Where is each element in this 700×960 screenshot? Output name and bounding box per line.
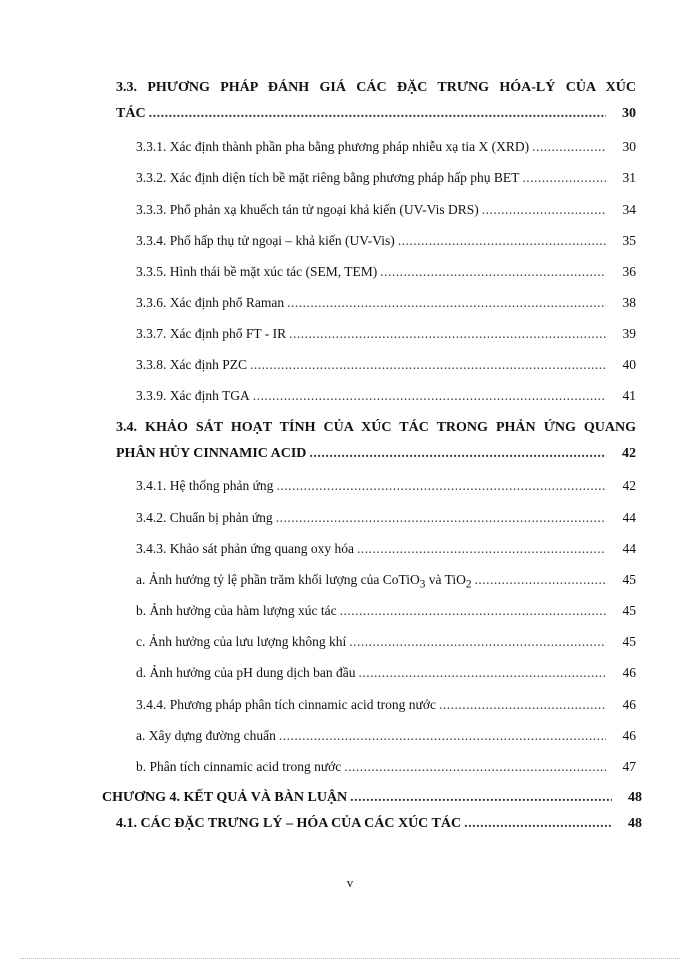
toc-leader-dots bbox=[380, 261, 606, 283]
subscript: 2 bbox=[465, 578, 472, 591]
toc-leader-dots bbox=[522, 167, 606, 189]
toc-heading-text: 4.1. CÁC ĐẶC TRƯNG LÝ – HÓA CỦA CÁC XÚC TÁC bbox=[116, 816, 462, 831]
toc-entry-text bbox=[136, 569, 472, 596]
toc-entry-text: 3.4.1. Hệ thống phản ứng bbox=[136, 478, 274, 493]
toc-entry-text: 3.3.7. Xác định phổ FT - IR bbox=[136, 326, 287, 341]
toc-chapter-4[interactable] bbox=[102, 787, 642, 809]
toc-page-number: 48 bbox=[628, 790, 642, 805]
toc-entry-text: 3.3.1. Xác định thành phần pha bằng phương pháp nhiễu xạ tia X (XRD) bbox=[136, 139, 530, 154]
toc-page-number: 34 bbox=[622, 202, 636, 217]
toc-page-number: 46 bbox=[622, 728, 636, 743]
toc-leader-dots bbox=[309, 443, 606, 465]
toc-entry-3-3-9[interactable] bbox=[136, 385, 636, 407]
toc-page-number: 46 bbox=[622, 697, 636, 712]
toc-leader-dots bbox=[149, 103, 606, 125]
toc-entry-text: 3.3.8. Xác định PZC bbox=[136, 357, 247, 372]
toc-leader-dots bbox=[287, 292, 606, 314]
toc-heading-3-4-line2: PHÂN HỦY CINNAMIC ACID bbox=[116, 446, 307, 461]
toc-entry-text: 3.3.9. Xác định TGA bbox=[136, 388, 250, 403]
toc-heading-4-1[interactable] bbox=[116, 813, 642, 835]
toc-leader-dots bbox=[289, 323, 606, 345]
toc-leader-dots bbox=[439, 694, 606, 716]
toc-page-number: 42 bbox=[622, 478, 636, 493]
toc-entry-text-part: a. Ảnh hưởng tỷ lệ phần trăm khối lượng của CoTiO bbox=[136, 572, 420, 587]
toc-leader-dots bbox=[253, 385, 606, 407]
toc-page-number: 38 bbox=[622, 295, 636, 310]
bottom-divider bbox=[20, 958, 680, 959]
toc-page-number: 48 bbox=[628, 816, 642, 831]
toc-entry-text: 3.3.5. Hình thái bề mặt xúc tác (SEM, TEM) bbox=[136, 264, 378, 279]
toc-entry-text: c. Ảnh hưởng của lưu lượng không khí bbox=[136, 634, 347, 649]
toc-page-number: 47 bbox=[622, 759, 636, 774]
toc-entry-3-3-5[interactable] bbox=[136, 261, 636, 283]
toc-entry-3-3-3[interactable] bbox=[136, 199, 636, 221]
toc-leader-dots bbox=[482, 199, 606, 221]
page-number-footer: v bbox=[346, 875, 354, 890]
toc-entry-3-4-2[interactable] bbox=[136, 507, 636, 529]
toc-page-number: 36 bbox=[622, 264, 636, 279]
toc-leader-dots bbox=[532, 136, 606, 158]
toc-page-number: 30 bbox=[622, 139, 636, 154]
toc-entry-3-3-7[interactable] bbox=[136, 323, 636, 345]
toc-page-number: 46 bbox=[622, 665, 636, 680]
toc-leader-dots bbox=[350, 787, 612, 809]
toc-leader-dots bbox=[276, 475, 606, 497]
toc-heading-3-4[interactable] bbox=[116, 443, 636, 465]
toc-entry-3-4-3-d[interactable] bbox=[136, 662, 636, 684]
toc-page-number: 42 bbox=[622, 446, 636, 461]
toc-entry-3-4-3-c[interactable] bbox=[136, 631, 636, 653]
toc-leader-dots bbox=[359, 662, 606, 684]
toc-leader-dots bbox=[357, 538, 606, 560]
toc-page-number: 35 bbox=[622, 233, 636, 248]
toc-page-number: 44 bbox=[622, 541, 636, 556]
toc-entry-3-3-4[interactable] bbox=[136, 230, 636, 252]
toc-entry-text: 3.4.4. Phương pháp phân tích cinnamic acid trong nước bbox=[136, 697, 436, 712]
toc-entry-3-4-3-b[interactable] bbox=[136, 600, 636, 622]
toc-page-number: 39 bbox=[622, 326, 636, 341]
toc-entry-text: 3.4.2. Chuẩn bị phản ứng bbox=[136, 510, 273, 525]
toc-entry-text: b. Ảnh hưởng của hàm lượng xúc tác bbox=[136, 603, 337, 618]
toc-entry-text: 3.3.6. Xác định phổ Raman bbox=[136, 295, 285, 310]
toc-entry-text: a. Xây dựng đường chuẩn bbox=[136, 728, 276, 743]
toc-leader-dots bbox=[250, 354, 606, 376]
toc-entry-text: 3.3.3. Phổ phản xạ khuếch tán tử ngoại khả kiến (UV-Vis DRS) bbox=[136, 202, 479, 217]
toc-page-number: 40 bbox=[622, 357, 636, 372]
toc-entry-3-3-8[interactable] bbox=[136, 354, 636, 376]
toc-page-number: 30 bbox=[622, 106, 636, 121]
toc-entry-text-part: và TiO bbox=[425, 572, 466, 587]
toc-entry-3-3-2[interactable] bbox=[136, 167, 636, 189]
toc-leader-dots bbox=[344, 756, 606, 778]
toc-heading-3-3-line1: 3.3. PHƯƠNG PHÁP ĐÁNH GIÁ CÁC ĐẶC TRƯNG HÓA-LÝ CỦA XÚC bbox=[116, 80, 636, 95]
toc-leader-dots bbox=[464, 813, 612, 835]
toc-leader-dots bbox=[340, 600, 606, 622]
toc-entry-text: 3.4.3. Khảo sát phản ứng quang oxy hóa bbox=[136, 541, 355, 556]
toc-entry-3-4-1[interactable] bbox=[136, 475, 636, 497]
toc-entry-text: b. Phân tích cinnamic acid trong nước bbox=[136, 759, 342, 774]
toc-entry-3-4-3[interactable] bbox=[136, 538, 636, 560]
toc-leader-dots bbox=[276, 507, 606, 529]
toc-entry-3-3-6[interactable] bbox=[136, 292, 636, 314]
toc-page-number: 44 bbox=[622, 510, 636, 525]
subscript: 3 bbox=[419, 578, 426, 591]
toc-page-number: 45 bbox=[622, 634, 636, 649]
toc-page-number: 31 bbox=[622, 170, 636, 185]
toc-page-number: 45 bbox=[622, 572, 636, 587]
toc-entry-3-4-3-a[interactable] bbox=[136, 569, 636, 591]
toc-entry-text: d. Ảnh hưởng của pH dung dịch ban đầu bbox=[136, 665, 356, 680]
toc-chapter-text: CHƯƠNG 4. KẾT QUẢ VÀ BÀN LUẬN bbox=[102, 790, 348, 805]
toc-leader-dots bbox=[279, 725, 606, 747]
toc-entry-3-4-4-a[interactable] bbox=[136, 725, 636, 747]
toc-page-number: 45 bbox=[622, 603, 636, 618]
toc-leader-dots bbox=[398, 230, 606, 252]
toc-entry-text: 3.3.4. Phổ hấp thụ tử ngoại – khả kiến (UV-Vis) bbox=[136, 233, 395, 248]
toc-entry-3-3-1[interactable] bbox=[136, 136, 636, 158]
toc-leader-dots bbox=[475, 569, 606, 591]
toc-entry-text: 3.3.2. Xác định diện tích bề mặt riêng bằng phương pháp hấp phụ BET bbox=[136, 170, 520, 185]
toc-entry-3-4-4-b[interactable] bbox=[136, 756, 636, 778]
toc-heading-3-3[interactable] bbox=[116, 103, 636, 125]
toc-page-number: 41 bbox=[622, 388, 636, 403]
toc-heading-3-4-line1: 3.4. KHẢO SÁT HOẠT TÍNH CỦA XÚC TÁC TRONG PHẢN ỨNG QUANG bbox=[116, 420, 636, 435]
toc-heading-3-3-line2: TÁC bbox=[116, 106, 146, 121]
toc-entry-3-4-4[interactable] bbox=[136, 694, 636, 716]
toc-leader-dots bbox=[349, 631, 606, 653]
